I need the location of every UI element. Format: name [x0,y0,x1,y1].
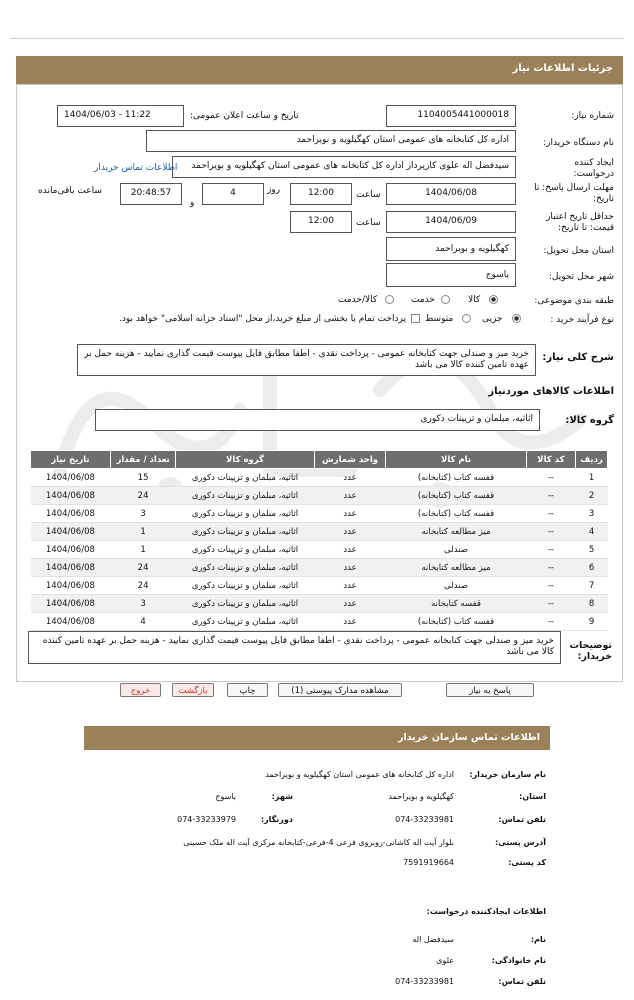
table-cell: قفسه کتاب (کتابخانه) [386,505,526,523]
days-label: روز [267,185,281,195]
table-cell: قفسه کتاب (کتابخانه) [386,613,526,631]
city-field: یاسوج [386,263,516,287]
col-qty: تعداد / مقدار [110,451,176,469]
goods-info-heading: اطلاعات کالاهای موردنیاز [488,386,614,397]
table-cell: -- [526,559,575,577]
table-cell: 1 [576,469,608,487]
payment-note: پرداخت تمام یا بخشی از مبلغ خرید،از محل "اسناد خزانه اسلامی" خواهد بود. [118,314,406,324]
validity-hour-label: ساعت [356,218,381,228]
creator-name-value: سیدفضل اله [412,935,454,944]
table-cell: 24 [110,487,176,505]
table-cell: 3 [110,505,176,523]
buyer-org-field: اداره کل کتابخانه های عمومی استان کهگیلویه و بویراحمد [146,130,516,152]
city-contact-value: 074-33233979 [177,815,236,824]
print-button[interactable]: چاپ [227,683,268,697]
table-cell: صندلی [386,577,526,595]
table-cell: عدد [314,541,386,559]
time-left-field: 20:48:57 [120,183,182,205]
table-row [31,487,608,505]
requester-field: سیدفضل اله علوی کارپرداز اداره کل کتابخانه های عمومی استان کهگیلویه و بویراحمد [172,156,516,178]
table-row [31,541,608,559]
table-cell: عدد [314,577,386,595]
org-value: اداره کل کتابخانه های عمومی استان کهگیلویه و بویراحمد [265,770,454,779]
deadline-label: مهلت ارسال پاسخ: تا تاریخ: [534,183,614,204]
city-contact-label: تلفن تماس: [498,815,546,824]
table-cell: اثاثیه، مبلمان و تزیینات دکوری [176,469,314,487]
table-cell: قفسه کتابخانه [386,595,526,613]
table-cell: 1404/06/08 [31,541,111,559]
table-cell: 3 [576,505,608,523]
validity-time-field: 12:00 [290,211,352,233]
buyer-org-label: نام دستگاه خریدار: [543,138,614,148]
creator-family-label: نام خانوادگی: [491,956,546,965]
top-divider [10,38,624,39]
table-cell: 24 [110,577,176,595]
category-label: طبقه بندی موضوعی: [534,296,614,306]
table-cell: -- [526,523,575,541]
creator-phone-value: 074-33233981 [395,977,454,986]
province-contact-value: کهگیلویه و بویراحمد [388,792,454,801]
table-cell: 1404/06/08 [31,559,111,577]
table-cell: عدد [314,613,386,631]
table-cell: 1404/06/08 [31,577,111,595]
table-cell: میز مطالعه کتابخانه [386,559,526,577]
announce-datetime-label: تاریخ و ساعت اعلان عمومی: [190,111,299,121]
table-row [31,559,608,577]
table-cell: -- [526,487,575,505]
days-left-field: 4 [202,183,264,205]
table-cell: -- [526,505,575,523]
postal-value: 7591919664 [403,858,454,867]
address-value: بلوار آیت اله کاشانی-روبروی فرعی 4-فرعی-کتابخانه مرکزی آیت اله ملک حسینی [183,838,454,847]
min-validity-label: حداقل تاریخ اعتبار قیمت: تا تاریخ: [546,212,614,233]
table-cell: میز مطالعه کتابخانه [386,523,526,541]
table-cell: 8 [576,595,608,613]
category-both-radio[interactable] [385,295,394,304]
category-service-radio[interactable] [441,295,450,304]
col-row: ردیف [576,451,608,469]
need-number-label: شماره نیاز: [571,111,614,121]
summary-field: خرید میز و صندلی جهت کتابخانه عمومی - پرداخت نقدی - اطفا مطابق فایل پیوست قیمت گذاری نمایید - هزینه حمل بر عهده تامین کننده کالا می باشد [77,344,536,376]
org-label: نام سازمان خریدار: [469,770,546,779]
province-label: استان محل تحویل: [543,246,614,256]
table-cell: اثاثیه، مبلمان و تزیینات دکوری [176,505,314,523]
city-pair-value: یاسوج [215,792,236,801]
remaining-label: ساعت باقی‌مانده [38,186,102,196]
table-cell: -- [526,469,575,487]
table-cell: 1 [110,523,176,541]
col-date: تاریخ نیاز [31,451,111,469]
province-contact-label: استان: [519,792,546,801]
requester-label: ایجاد کننده درخواست: [573,158,614,179]
process-label: نوع فرآیند خرید : [550,315,614,325]
table-cell: 24 [110,559,176,577]
deadline-date-field: 1404/06/08 [386,183,516,205]
address-label: آدرس پستی: [495,838,546,847]
announce-datetime-field: 1404/06/03 - 11:22 [57,105,184,127]
process-partial-radio[interactable] [512,314,521,323]
table-cell: اثاثیه، مبلمان و تزیینات دکوری [176,613,314,631]
table-cell: 2 [576,487,608,505]
col-name: نام کالا [386,451,526,469]
attachments-button[interactable]: مشاهده مدارک پیوستی (1) [278,683,402,697]
table-cell: 1 [110,541,176,559]
table-cell: 1404/06/08 [31,595,111,613]
table-cell: 1404/06/08 [31,469,111,487]
table-cell: صندلی [386,541,526,559]
buyer-notes-label: توضیحات خریدار: [569,640,612,662]
category-goods-radio[interactable] [489,295,498,304]
table-cell: -- [526,595,575,613]
table-row [31,577,608,595]
exit-button[interactable]: خروج [120,683,161,697]
table-cell: قفسه کتاب (کتابخانه) [386,487,526,505]
process-medium-radio[interactable] [462,314,471,323]
city-label: شهر محل تحویل: [548,272,614,282]
table-row [31,505,608,523]
table-cell: 5 [576,541,608,559]
col-code: کد کالا [526,451,575,469]
table-cell: اثاثیه، مبلمان و تزیینات دکوری [176,541,314,559]
table-cell: 15 [110,469,176,487]
table-cell: 1404/06/08 [31,613,111,631]
table-cell: 3 [110,595,176,613]
need-number-field: 1104005441000018 [386,105,516,127]
goods-group-field: اثاثیه، مبلمان و تزیینات دکوری [95,409,540,431]
table-cell: عدد [314,559,386,577]
phone-value: 074-33233981 [395,815,454,824]
table-cell: -- [526,577,575,595]
category-goods-label: کالا [468,295,481,305]
table-cell: -- [526,541,575,559]
table-row [31,595,608,613]
panel-title: جزئیات اطلاعات نیاز [16,56,623,84]
creator-family-value: علوی [436,956,454,965]
buyer-contact-link[interactable]: اطلاعات تماس خریدار [94,163,178,173]
table-row [31,613,608,631]
table-cell: اثاثیه، مبلمان و تزیینات دکوری [176,487,314,505]
validity-date-field: 1404/06/09 [386,211,516,233]
category-both-label: کالا/خدمت [338,295,378,305]
table-cell: عدد [314,595,386,613]
table-cell: 1404/06/08 [31,523,111,541]
table-row [31,469,608,487]
table-cell: اثاثیه، مبلمان و تزیینات دکوری [176,559,314,577]
summary-label: شرح کلی نیاز: [542,352,614,363]
table-cell: عدد [314,487,386,505]
col-group: گروه کالا [176,451,314,469]
goods-group-label: گروه کالا: [565,415,614,426]
items-table [30,450,608,631]
deadline-hour-label: ساعت [356,190,381,200]
table-cell: 6 [576,559,608,577]
process-partial-label: جزیی [482,314,503,324]
city-pair-label: شهر: [271,792,293,801]
postal-label: کد پستی: [508,858,546,867]
table-cell: 7 [576,577,608,595]
category-service-label: خدمت [411,295,435,305]
buyer-notes-field: خرید میز و صندلی جهت کتابخانه عمومی - پرداخت نقدی - اطفا مطابق فایل پیوست قیمت گذاری نمایید - هزینه حمل بر عهده تامین کننده کالا می باشد [28,631,561,664]
province-field: کهگیلویه و بویراحمد [386,237,516,261]
table-cell: قفسه کتاب (کتابخانه) [386,469,526,487]
table-cell: 1404/06/08 [31,505,111,523]
table-cell: اثاثیه، مبلمان و تزیینات دکوری [176,595,314,613]
and-label: و [190,198,195,208]
table-cell: 9 [576,613,608,631]
process-medium-label: متوسط [425,314,454,324]
creator-title: اطلاعات ایجادکننده درخواست: [426,907,546,916]
table-cell: 1404/06/08 [31,487,111,505]
table-cell: اثاثیه، مبلمان و تزیینات دکوری [176,523,314,541]
table-cell: اثاثیه، مبلمان و تزیینات دکوری [176,577,314,595]
deadline-time-field: 12:00 [290,183,352,205]
contact-title: اطلاعات تماس سازمان خریدار [84,726,550,750]
col-unit: واحد شمارش [314,451,386,469]
table-cell: -- [526,613,575,631]
table-cell: عدد [314,505,386,523]
creator-name-label: نام: [530,935,546,944]
reply-button[interactable]: پاسخ به نیاز [446,683,534,697]
table-row [31,523,608,541]
city-contact-field-label: دورنگار: [260,815,293,824]
table-cell: عدد [314,469,386,487]
table-cell: عدد [314,523,386,541]
items-table-header [31,451,608,469]
back-button[interactable]: بازگشت [172,683,214,697]
table-cell: 4 [576,523,608,541]
creator-phone-label: تلفن تماس: [498,977,546,986]
payment-checkbox[interactable] [411,314,420,323]
table-cell: 4 [110,613,176,631]
